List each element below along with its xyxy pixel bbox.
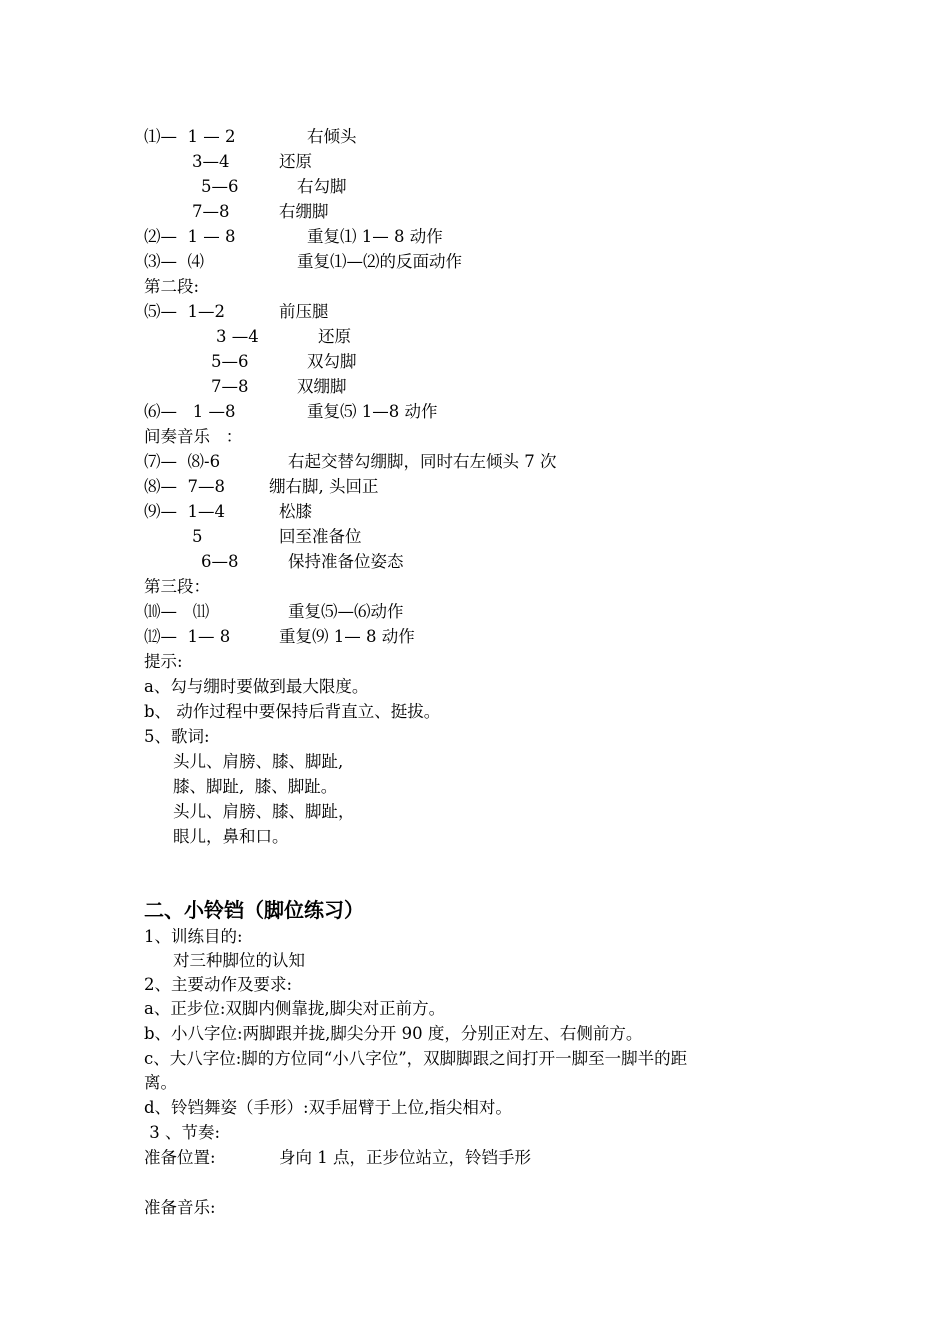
line-11-action: 双绷脚 (297, 377, 347, 396)
line-3-action: 右勾脚 (297, 177, 347, 196)
move-c-cont: 离。 (144, 1073, 177, 1092)
line-12-step: ⑹— 1 —8 (144, 402, 236, 421)
rhythm-title: 3 、节奏: (144, 1123, 221, 1142)
line-17-action: 回至准备位 (279, 527, 362, 546)
line-4-action: 右绷脚 (279, 202, 329, 221)
line-15-step: ⑻— 7—8 (144, 477, 225, 496)
move-b: b、小八字位:两脚跟并拢,脚尖分开 90 度，分别正对左、右侧前方。 (144, 1024, 643, 1043)
line-10-action: 双勾脚 (307, 352, 357, 371)
line-18-step: 6—8 (201, 552, 239, 571)
section-heading: 二、小铃铛（脚位练习） (144, 898, 364, 922)
lyrics-line-2: 膝、脚趾, 膝、脚趾。 (173, 777, 338, 796)
lyrics-line-1: 头儿、肩膀、膝、脚趾, (173, 752, 344, 771)
lyrics-title: 5、歌词: (144, 727, 210, 746)
line-15-action: 绷右脚, 头回正 (269, 477, 379, 496)
line-21-step: ⑿— 1— 8 (144, 627, 231, 646)
tips-title: 提示: (144, 652, 183, 671)
line-1-step: ⑴— 1 — 2 (144, 127, 236, 146)
line-16-action: 松膝 (279, 502, 312, 521)
lyrics-line-3: 头儿、肩膀、膝、脚趾， (173, 802, 355, 821)
training-goal-title: 1、训练目的: (144, 927, 243, 946)
line-11-step: 7—8 (211, 377, 249, 396)
line-1-action: 右倾头 (307, 127, 357, 146)
main-moves-title: 2、主要动作及要求: (144, 975, 293, 994)
move-a: a、正步位:双脚内侧靠拢,脚尖对正前方。 (144, 999, 446, 1018)
line-9-step: 3 —4 (216, 327, 259, 346)
section-two-title: 第二段: (144, 277, 200, 296)
line-17-step: 5 (192, 527, 203, 546)
line-9-action: 还原 (318, 327, 351, 346)
line-8-step: ⑸— 1—2 (144, 302, 225, 321)
line-2-step: 3—4 (192, 152, 230, 171)
line-2-action: 还原 (279, 152, 312, 171)
ready-position-text: 身向 1 点，正步位站立，铃铛手形 (279, 1148, 531, 1167)
line-6-step: ⑶— ⑷ (144, 252, 204, 271)
line-21-action: 重复⑼ 1— 8 动作 (279, 627, 415, 646)
line-4-step: 7—8 (192, 202, 230, 221)
line-8-action: 前压腿 (279, 302, 329, 321)
interlude-title: 间奏音乐 ： (144, 427, 243, 446)
line-20-step: ⑽— ⑾ (144, 602, 210, 621)
move-d: d、铃铛舞姿（手形）:双手屈臂于上位,指尖相对。 (144, 1098, 512, 1117)
section-three-title: 第三段： (144, 577, 210, 596)
lyrics-line-4: 眼儿，鼻和口。 (173, 827, 289, 846)
move-c: c、大八字位:脚的方位同“小八字位”，双脚脚跟之间打开一脚至一脚半的距 (144, 1049, 688, 1068)
tip-a: a、勾与绷时要做到最大限度。 (144, 677, 369, 696)
line-16-step: ⑼— 1—4 (144, 502, 225, 521)
line-14-step: ⑺— ⑻-6 (144, 452, 221, 471)
line-18-action: 保持准备位姿态 (288, 552, 404, 571)
line-10-step: 5—6 (211, 352, 249, 371)
line-6-action: 重复⑴—⑵的反面动作 (297, 252, 462, 271)
training-goal-text: 对三种脚位的认知 (173, 951, 305, 970)
tip-b: b、 动作过程中要保持后背直立、挺拔。 (144, 702, 441, 721)
line-14-action: 右起交替勾绷脚，同时右左倾头 7 次 (288, 452, 557, 471)
line-5-action: 重复⑴ 1— 8 动作 (307, 227, 443, 246)
ready-music-label: 准备音乐: (144, 1198, 216, 1217)
line-20-action: 重复⑸—⑹动作 (288, 602, 404, 621)
line-12-action: 重复⑸ 1—8 动作 (307, 402, 438, 421)
line-3-step: 5—6 (201, 177, 239, 196)
ready-position-label: 准备位置: (144, 1148, 216, 1167)
line-5-step: ⑵— 1 — 8 (144, 227, 236, 246)
